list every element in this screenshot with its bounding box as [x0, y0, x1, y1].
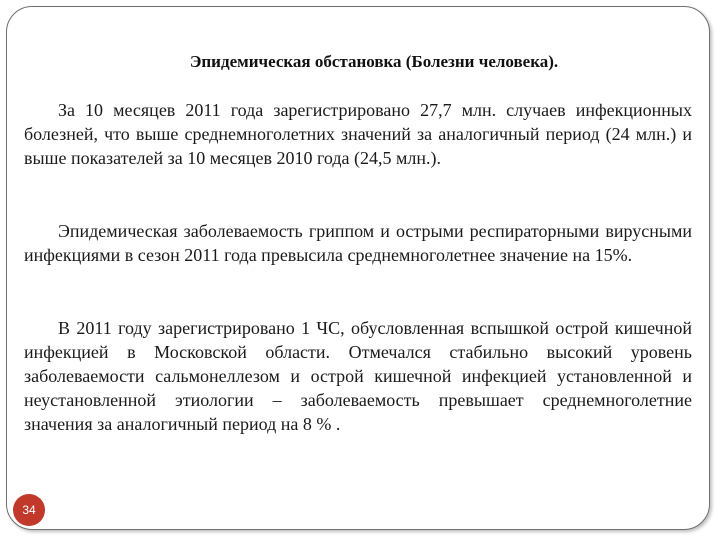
paragraph-total-cases: За 10 месяцев 2011 года зарегистрировано 27,7 млн. случаев инфекционных болезней, что выше среднемноголетних значений за аналогичный период (24 млн.) и выше показателей за 10 месяцев 2010 года (24,5 млн.). [24, 100, 692, 168]
page-number-badge: 34 [13, 494, 45, 526]
slide-frame [6, 6, 710, 530]
paragraph-influenza: Эпидемическая заболеваемость гриппом и острыми респираторными вирусными инфекциями в сезон 2011 года превысила среднемноголетнее значение на 15%. [24, 221, 692, 265]
slide-title: Эпидемическая обстановка (Болезни человека). [189, 52, 559, 71]
paragraph-emergency: В 2011 году зарегистрировано 1 ЧС, обусловленная вспышкой острой кишечной инфекцией в Московской области. Отмечался стабильно высокий уровень заболеваемости сальмонеллезом и острой кишечной инфекцией установленной и неустановленной этиологии – заболеваемость превышает среднемноголетние значения за аналогичный период на 8 % . [24, 318, 692, 434]
